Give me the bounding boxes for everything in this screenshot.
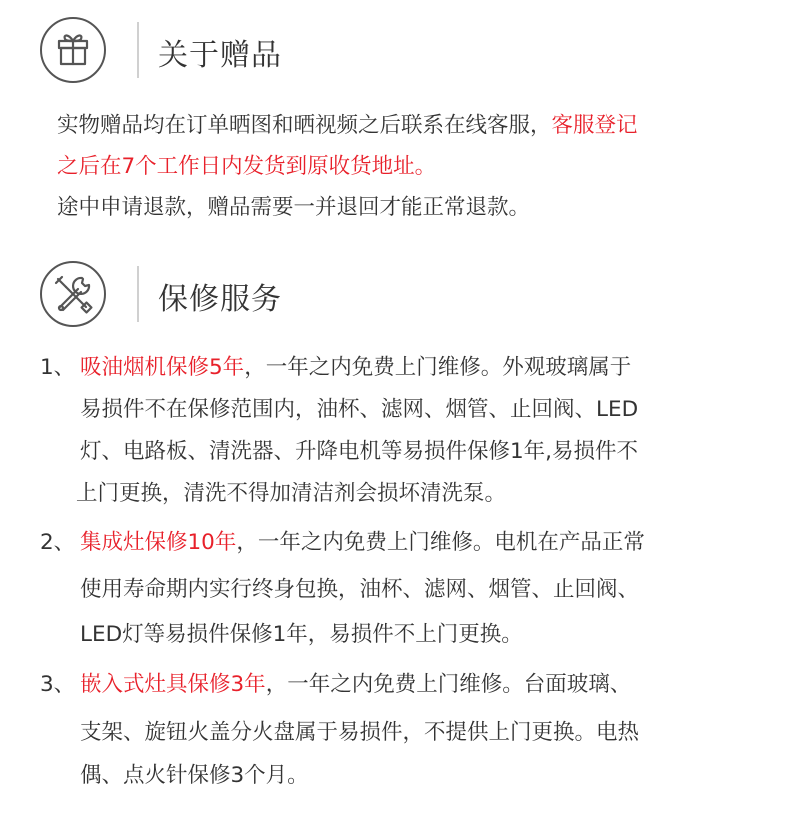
gift-line-2: [57, 147, 436, 187]
item-first-text: ，一年之内免费上门维修。台面玻璃、: [265, 672, 632, 697]
warranty-section-header: [0, 252, 790, 332]
header-divider: [137, 266, 139, 322]
item-line: 灯、电路板、清洗器、升降电机等易损件保修1年,易损件不: [80, 439, 639, 464]
item-line: 上门更换，清洗不得加清洁剂会损坏清洗泵。: [76, 481, 507, 506]
item-line: 支架、旋钮火盖分火盘属于易损件，不提供上门更换。电热: [80, 720, 640, 745]
gift-line-3-text: 途中申请退款，赠品需要一并退回才能正常退款。: [57, 195, 531, 220]
item-number: 3、: [40, 672, 76, 697]
item-first-line: [80, 667, 631, 698]
item-highlight: 吸油烟机保修5年: [80, 355, 245, 380]
gift-line-2-highlight: 之后在7个工作日内发货到原收货地址。: [57, 154, 437, 179]
item-number: 1、: [40, 355, 76, 380]
item-highlight: 集成灶保修10年: [80, 530, 237, 555]
gift-section-header: [0, 10, 790, 90]
item-first-text: ，一年之内免费上门维修。外观玻璃属于: [244, 355, 632, 380]
gift-line-3: [57, 188, 530, 228]
item-first-line: [80, 350, 631, 381]
warranty-section-title: 保修服务: [158, 282, 282, 317]
item-number: 2、: [40, 530, 76, 555]
item-line: 偶、点火针保修3个月。: [80, 763, 309, 788]
item-first-text: ，一年之内免费上门维修。电机在产品正常: [236, 530, 645, 555]
item-line: LED灯等易损件保修1年，易损件不上门更换。: [80, 622, 523, 647]
header-divider: [137, 22, 139, 78]
tools-icon: [40, 261, 106, 327]
gift-icon: [40, 17, 106, 83]
gift-line-1: [57, 106, 638, 146]
gift-section-title: 关于赠品: [158, 38, 282, 73]
gift-line-1-highlight: 客服登记: [551, 113, 638, 138]
item-first-line: [80, 525, 645, 556]
item-line: 易损件不在保修范围内，油杯、滤网、烟管、止回阀、LED: [80, 397, 639, 422]
item-highlight: 嵌入式灶具保修3年: [80, 672, 266, 697]
gift-line-1-text: 实物赠品均在订单晒图和晒视频之后联系在线客服，: [57, 113, 552, 138]
item-line: 使用寿命期内实行终身包换，油杯、滤网、烟管、止回阀、: [80, 577, 640, 602]
